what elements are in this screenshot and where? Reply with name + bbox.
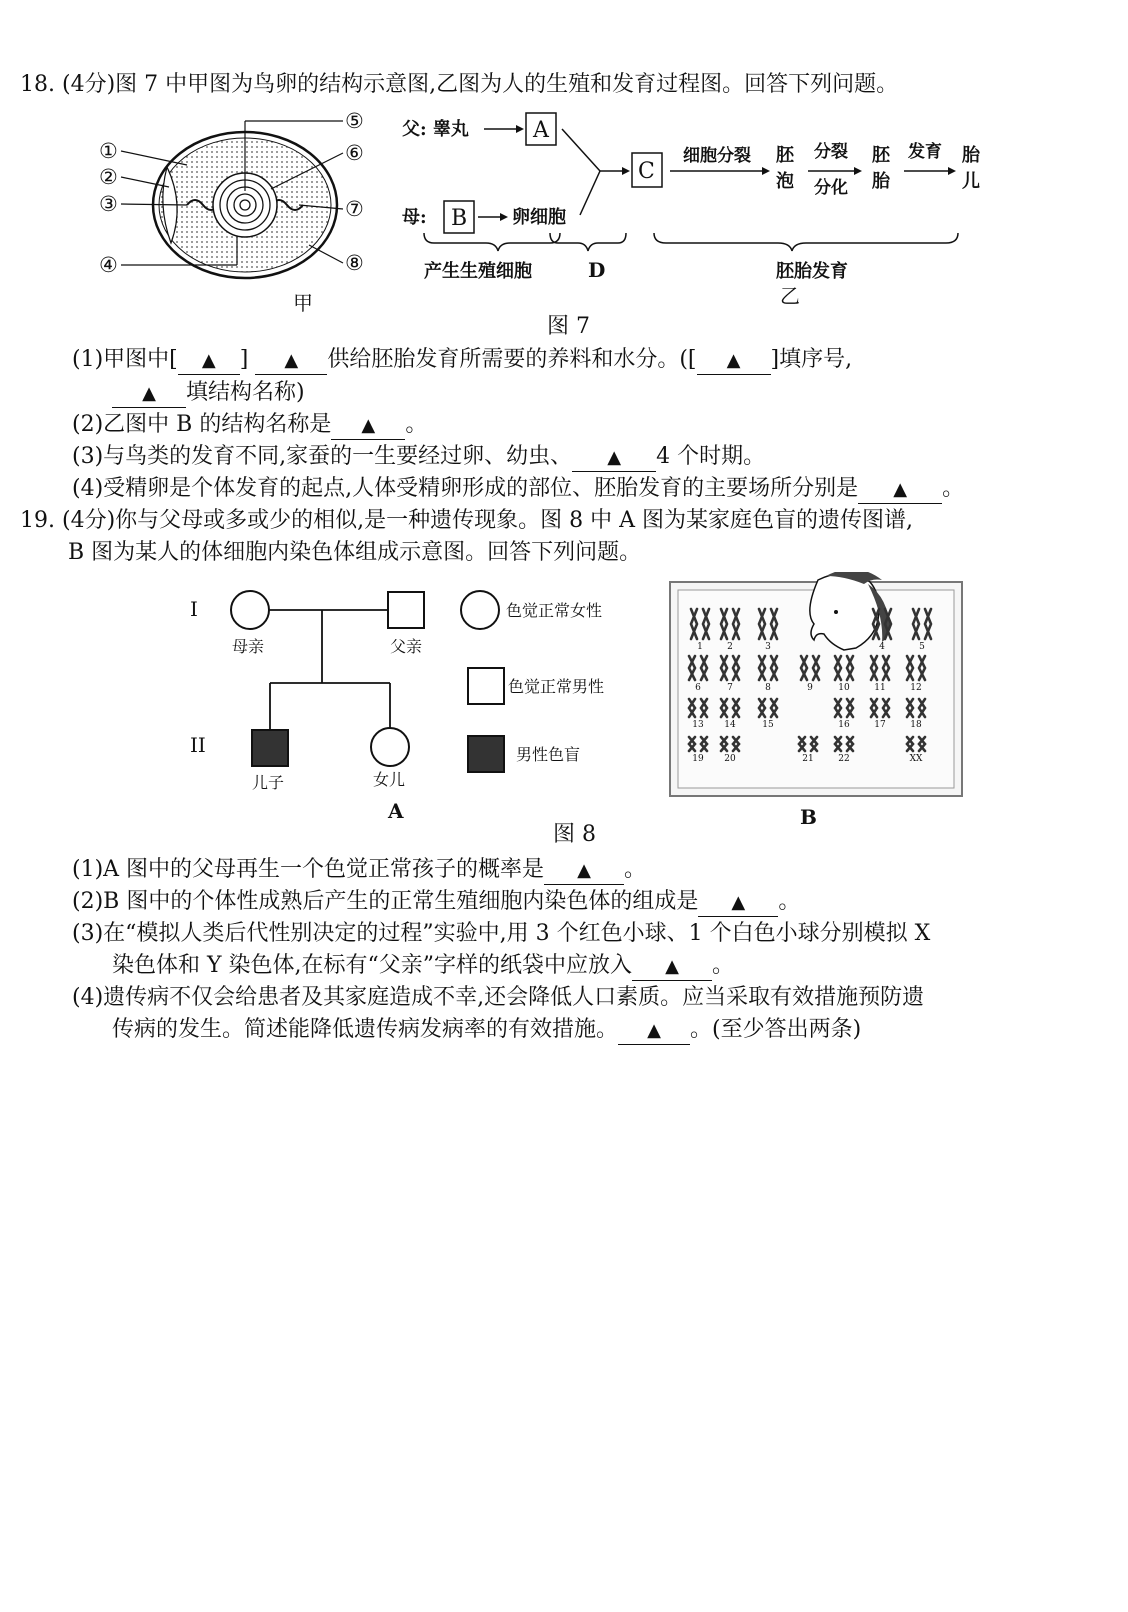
chromosome-number-label: 7: [727, 683, 733, 693]
brace-d: [550, 233, 626, 251]
chromosome-number-label: 22: [838, 754, 850, 764]
generation-2-label: II: [190, 733, 206, 757]
answer-blank-q18-1b[interactable]: ▲: [255, 347, 327, 375]
q19-sub3-line1: (3)在“模拟人类后代性别决定的过程”实验中,用 3 个红色小球、1 个白色小球分别模拟 X: [72, 921, 931, 946]
q18-number: 18.: [20, 72, 55, 97]
figure-8-caption: 图 8: [553, 822, 596, 847]
q18-sub3: (3)与鸟类的发育不同,家蚕的一生要经过卵、幼虫、 ▲ 4 个时期。: [72, 442, 765, 472]
flow-caption: 乙: [780, 284, 800, 308]
father-label: 父亲: [390, 637, 423, 656]
chromosome-number-label: 16: [838, 720, 850, 730]
flow-embryo-2: 胎: [872, 171, 890, 192]
answer-blank-q19-2[interactable]: ▲: [698, 889, 778, 917]
figure-7-caption: 图 7: [547, 314, 590, 339]
box-c-label: C: [638, 159, 655, 184]
son-symbol-affected: [252, 730, 288, 766]
flow-embryo-1: 胚: [872, 145, 890, 166]
egg-label-8: ⑧: [345, 251, 364, 275]
answer-blank-q18-3[interactable]: ▲: [572, 444, 656, 472]
father-symbol: [388, 592, 424, 628]
flow-egg-cell: 卵细胞: [512, 207, 566, 228]
flow-fetus-2: 儿: [962, 171, 980, 192]
karyotype-caption: B: [800, 805, 817, 829]
box-b-label: B: [451, 206, 468, 231]
answer-blank-q18-4[interactable]: ▲: [858, 476, 942, 504]
flow-cell-division: 细胞分裂: [683, 146, 751, 166]
pedigree-caption: A: [388, 799, 404, 823]
q18-sub2: (2)乙图中 B 的结构名称是 ▲ 。: [72, 410, 427, 440]
pedigree-chart: [190, 580, 640, 825]
q19-sub4-line1: (4)遗传病不仅会给患者及其家庭造成不幸,还会降低人口素质。应当采取有效措施预防遗: [72, 985, 925, 1010]
egg-label-4: ④: [99, 253, 118, 277]
brace-embryo-label: 胚胎发育: [776, 261, 848, 282]
chromosome-number-label: 11: [874, 683, 886, 693]
flow-mother: 母:: [402, 207, 427, 228]
chromosome-number-label: 17: [874, 720, 886, 730]
q18-sub1-line2: ▲ 填结构名称): [112, 378, 305, 408]
chromosome-number-label: 14: [724, 720, 736, 730]
q18-sub1-line1: (1)甲图中[ ▲ ] ▲ 供给胚胎发育所需要的养料和水分。([ ▲ ]填序号,: [72, 345, 852, 375]
egg-label-6: ⑥: [345, 141, 364, 165]
mother-label: 母亲: [232, 637, 265, 656]
chromosome-number-label: 15: [762, 720, 774, 730]
q18-sub4: (4)受精卵是个体发育的起点,人体受精卵形成的部位、胚胎发育的主要场所分别是 ▲ 。: [72, 474, 964, 504]
chromosome-number-label: 1: [697, 642, 703, 652]
flow-father: 父: 睾丸: [402, 119, 469, 140]
daughter-label: 女儿: [373, 770, 406, 789]
flow-fetus-1: 胎: [962, 145, 980, 166]
flow-divide: 分裂: [814, 142, 848, 162]
q19-stem-line1: 19. (4分)你与父母或多或少的相似,是一种遗传现象。图 8 中 A 图为某家庭色盲的遗传图谱,: [20, 508, 914, 533]
reproduction-flow-diagram: [400, 105, 1000, 315]
answer-blank-q19-1[interactable]: ▲: [544, 857, 624, 885]
chromosome-number-label: 2: [727, 642, 733, 652]
legend-normal-female: 色觉正常女性: [506, 601, 603, 620]
chromosome-number-label: 8: [765, 683, 771, 693]
egg-diagram: [95, 105, 385, 320]
karyotype-chart: [668, 572, 968, 830]
chromosome-number-label: 5: [919, 642, 925, 652]
flow-develop: 发育: [908, 142, 942, 162]
q19-number: 19.: [20, 508, 55, 533]
mother-symbol: [231, 591, 269, 629]
q19-stem-line2: B 图为某人的体细胞内染色体组成示意图。回答下列问题。: [68, 540, 642, 565]
chromosome-number-label: 9: [807, 683, 813, 693]
answer-blank-q18-1a[interactable]: ▲: [178, 347, 240, 375]
egg-label-5: ⑤: [345, 109, 364, 133]
chromosome-number-label: 4: [879, 642, 885, 652]
answer-blank-q18-1c[interactable]: ▲: [697, 347, 771, 375]
chromosome-number-label: 3: [765, 642, 771, 652]
egg-caption: 甲: [293, 291, 313, 315]
chromosome-number-label: XX: [909, 754, 923, 764]
egg-label-3: ③: [99, 192, 118, 216]
chromosome-number-label: 20: [724, 754, 736, 764]
q18-stem-text: (4分)图 7 中甲图为鸟卵的结构示意图,乙图为人的生殖和发育过程图。回答下列问题。: [62, 72, 899, 97]
chromosome-number-label: 12: [910, 683, 922, 693]
brace-embryo: [654, 233, 958, 251]
legend-normal-female-icon: [461, 591, 499, 629]
chromosome-number-label: 6: [695, 683, 701, 693]
generation-1-label: I: [190, 597, 198, 621]
legend-normal-male-icon: [468, 668, 504, 704]
chromosome-number-label: 21: [802, 754, 814, 764]
chromosome-number-label: 10: [838, 683, 850, 693]
box-a-label: A: [533, 118, 549, 143]
son-label: 儿子: [252, 773, 285, 792]
q19-sub4-line2: 传病的发生。简述能降低遗传病发病率的有效措施。 ▲ 。(至少答出两条): [112, 1015, 861, 1045]
answer-blank-q19-3[interactable]: ▲: [632, 953, 712, 981]
brace-d-label: D: [588, 258, 606, 282]
flow-blastocyst-2: 泡: [776, 171, 794, 192]
legend-normal-male: 色觉正常男性: [508, 677, 605, 696]
flow-differentiate: 分化: [814, 178, 848, 198]
egg-label-7: ⑦: [345, 197, 364, 221]
answer-blank-q19-4[interactable]: ▲: [618, 1017, 690, 1045]
egg-label-1: ①: [99, 139, 118, 163]
brace-gametes-label: 产生生殖细胞: [424, 261, 532, 282]
q19-sub3-line2: 染色体和 Y 染色体,在标有“父亲”字样的纸袋中应放入 ▲ 。: [112, 951, 734, 981]
daughter-symbol: [371, 728, 409, 766]
chromosome-number-label: 19: [692, 754, 704, 764]
q19-sub1: (1)A 图中的父母再生一个色觉正常孩子的概率是 ▲ 。: [72, 855, 646, 885]
q18-stem: [20, 70, 898, 100]
legend-affected-male: 男性色盲: [516, 745, 581, 764]
flow-blastocyst-1: 胚: [776, 145, 794, 166]
legend-affected-male-icon: [468, 736, 504, 772]
answer-blank-q18-2[interactable]: ▲: [331, 412, 405, 440]
q19-sub2: (2)B 图中的个体性成熟后产生的正常生殖细胞内染色体的组成是 ▲ 。: [72, 887, 800, 917]
egg-label-2: ②: [99, 165, 118, 189]
chromosome-number-label: 13: [692, 720, 704, 730]
answer-blank-q18-1d[interactable]: ▲: [112, 380, 186, 408]
brace-gametes: [424, 233, 560, 251]
chromosome-number-label: 18: [910, 720, 922, 730]
